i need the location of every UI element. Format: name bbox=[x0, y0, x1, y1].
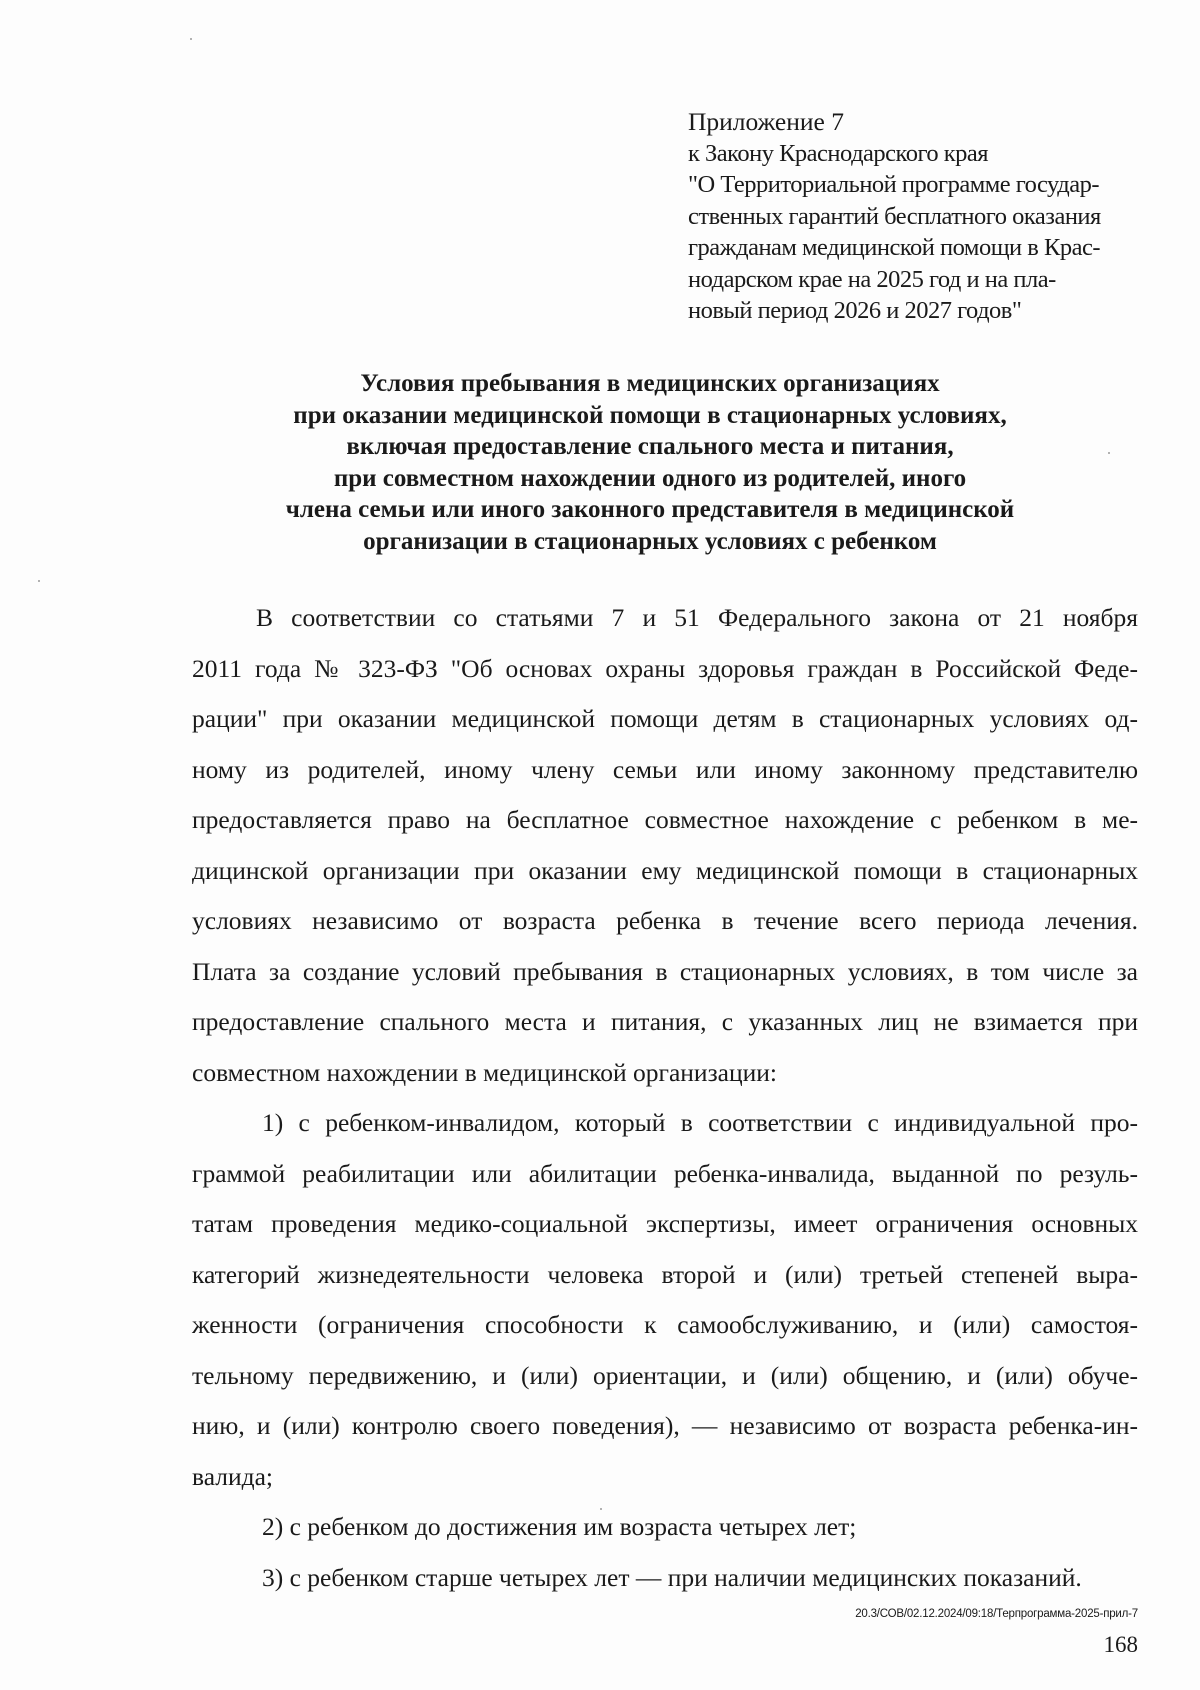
paragraph-line: ному из родителей, иному члену семьи или иному законному представителю bbox=[192, 754, 1138, 784]
title-line: Условия пребывания в медицинских организациях bbox=[360, 370, 940, 397]
appendix-line: ственных гарантий бесплатного оказания bbox=[688, 202, 1101, 230]
title-line: включая предоставление спального места и питания, bbox=[346, 433, 954, 460]
paragraph-line: категорий жизнедеятельности человека второй и (или) третьей степеней выра- bbox=[192, 1259, 1138, 1289]
appendix-line: "О Территориальной программе государ- bbox=[688, 171, 1100, 198]
scan-speck bbox=[38, 580, 40, 582]
paragraph-line: В соответствии со статьями 7 и 51 Федерального закона от 21 ноября bbox=[256, 603, 1138, 632]
footer-document-code: 20.3/СОВ/02.12.2024/09:18/Терпрограмма-2025-прил-7 bbox=[855, 1608, 1138, 1620]
appendix-line: гражданам медицинской помощи в Крас- bbox=[688, 234, 1100, 261]
title-line: при оказании медицинской помощи в стационарных условиях, bbox=[293, 401, 1007, 429]
paragraph-line: дицинской организации при оказании ему медицинской помощи в стационарных bbox=[192, 855, 1138, 885]
title-line: организации в стационарных условиях с ребенком bbox=[363, 527, 937, 555]
appendix-line: к Закону Краснодарского края bbox=[688, 139, 989, 167]
scan-speck bbox=[190, 38, 192, 40]
appendix-header bbox=[688, 106, 1128, 327]
appendix-line: Приложение 7 bbox=[688, 107, 844, 136]
title-line: члена семьи или иного законного представителя в медицинской bbox=[285, 496, 1015, 523]
paragraph-line: тельному передвижению, и (или) ориентации, и (или) общению, и (или) обуче- bbox=[192, 1360, 1138, 1390]
list-item-1 bbox=[192, 1098, 1138, 1502]
paragraph-main bbox=[192, 593, 1138, 1098]
paragraph-line: 1) с ребенком-инвалидом, который в соответствии с индивидуальной про- bbox=[262, 1108, 1138, 1137]
paragraph-line: женности (ограничения способности к самообслуживанию, и (или) самостоя- bbox=[192, 1310, 1138, 1339]
paragraph-line: предоставляется право на бесплатное совместное нахождение с ребенком в ме- bbox=[192, 805, 1138, 834]
list-item-3: 3) с ребенком старше четырех лет — при наличии медицинских показаний. bbox=[262, 1562, 1082, 1592]
appendix-line: нодарском крае на 2025 год и на пла- bbox=[688, 265, 1056, 293]
paragraph-line: валида; bbox=[192, 1461, 273, 1491]
document-title bbox=[190, 368, 1110, 557]
paragraph-line: татам проведения медико-социальной экспертизы, имеет ограничения основных bbox=[192, 1209, 1138, 1238]
paragraph-line: условиях независимо от возраста ребенка в течение всего периода лечения. bbox=[192, 906, 1138, 935]
paragraph-line: граммой реабилитации или абилитации ребенка-инвалида, выданной по резуль- bbox=[192, 1158, 1138, 1188]
paragraph-line: совместном нахождении в медицинской организации: bbox=[192, 1057, 777, 1087]
paragraph-line: 2011 года № 323-ФЗ "Об основах охраны здоровья граждан в Российской Феде- bbox=[192, 653, 1138, 683]
paragraph-line: Плата за создание условий пребывания в стационарных условиях, в том числе за bbox=[192, 956, 1138, 986]
page-number: 168 bbox=[1103, 1632, 1138, 1657]
title-line: при совместном нахождении одного из родителей, иного bbox=[333, 464, 967, 492]
paragraph-line: нию, и (или) контролю своего поведения), — независимо от возраста ребенка-ин- bbox=[192, 1411, 1138, 1440]
paragraph-line: рации" при оказании медицинской помощи детям в стационарных условиях од- bbox=[192, 704, 1138, 733]
appendix-line: новый период 2026 и 2027 годов" bbox=[688, 297, 1022, 324]
list-item-2: 2) с ребенком до достижения им возраста четырех лет; bbox=[262, 1512, 857, 1541]
paragraph-line: предоставление спального места и питания, с указанных лиц не взимается при bbox=[192, 1007, 1138, 1036]
document-body bbox=[192, 593, 1138, 1603]
